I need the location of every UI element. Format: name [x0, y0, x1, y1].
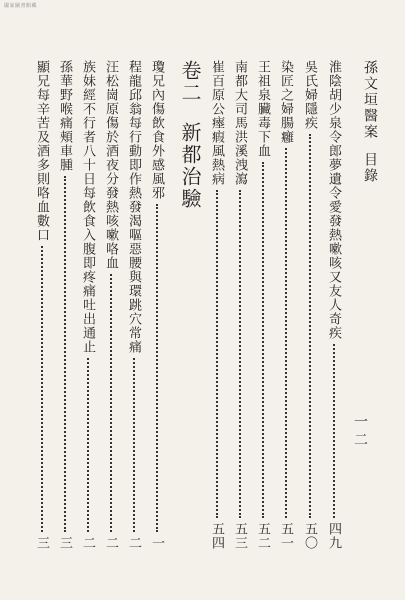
toc-entry[interactable]	[256, 60, 269, 550]
toc-entry-title: 顯兄每辛苦及酒多則咯血數口	[34, 60, 49, 242]
toc-entry[interactable]	[127, 60, 140, 550]
toc-entry-title: 王祖泉臟毒下血	[255, 60, 270, 158]
toc-entry[interactable]	[104, 60, 117, 550]
leader-dots	[156, 204, 158, 532]
toc-entry[interactable]	[150, 60, 163, 550]
toc-entry[interactable]	[327, 60, 340, 550]
toc-entry-page: 五三	[232, 522, 247, 550]
toc-entry[interactable]	[35, 60, 48, 550]
toc-entry-page: 五〇	[302, 522, 317, 550]
toc-entry-title: 汪松崗原傷於酒夜分發熱咳嗽咯血	[103, 60, 118, 270]
leader-dots	[262, 162, 264, 518]
leader-dots	[133, 358, 135, 532]
library-stamp: 國家圖書館藏	[4, 3, 38, 9]
toc-entry-page: 五四	[209, 522, 224, 550]
volume-heading	[176, 60, 205, 210]
leader-dots	[239, 190, 241, 518]
toc-entry-page: 二	[126, 536, 141, 550]
toc-entry[interactable]	[58, 60, 71, 550]
toc-entry-page: 一	[149, 536, 164, 550]
toc-entry[interactable]	[233, 60, 246, 550]
leader-dots	[285, 148, 287, 518]
toc-entry-title: 崔百原公瘞瘕風熱病	[209, 60, 224, 186]
toc-entry[interactable]	[210, 60, 223, 550]
toc-entry-page: 二	[103, 536, 118, 550]
toc-entry[interactable]	[81, 60, 94, 550]
leader-dots	[64, 176, 66, 532]
running-header	[360, 60, 380, 184]
toc-entry-page: 三	[34, 536, 49, 550]
leader-dots	[333, 344, 335, 518]
leader-dots	[87, 358, 89, 532]
toc-entry-title: 瓊兄內傷飲食外感風邪	[149, 60, 164, 200]
toc-entry-title: 孫華野喉痛頰車腫	[57, 60, 72, 172]
toc-entry[interactable]	[279, 60, 292, 550]
page-number: 一二	[352, 414, 368, 450]
leader-dots	[309, 134, 311, 518]
toc-entry-title: 族妹經不行者八十日每飲食入腹即疼痛吐出通止	[80, 60, 95, 354]
toc-entry-page: 二	[80, 536, 95, 550]
toc-entry-title: 淮陰胡少泉令郎夢遺令愛發熱嗽咳又友人奇疾	[326, 60, 341, 340]
volume-section-title: 新都治驗	[178, 122, 202, 210]
toc-entry-title: 程龍邱翁每行動即作熱發渴嘔惡腰與環跳穴常痛	[126, 60, 141, 354]
toc-entry[interactable]	[303, 60, 316, 550]
volume-label: 卷二	[178, 60, 202, 104]
toc-entry-title: 染匠之婦腸癰	[278, 60, 293, 144]
section-label: 目錄	[362, 152, 378, 184]
toc-entry-page: 三	[57, 536, 72, 550]
leader-dots	[41, 246, 43, 532]
toc-entry-page: 五二	[255, 522, 270, 550]
toc-entry-title: 吳氏婦隱疾	[302, 60, 317, 130]
toc-entry-title: 南都大司馬洪溪洩瀉	[232, 60, 247, 186]
leader-dots	[110, 274, 112, 532]
toc-entry-page: 四九	[326, 522, 341, 550]
book-title: 孫文垣醫案	[362, 60, 378, 140]
leader-dots	[216, 190, 218, 518]
toc-entry-page: 五一	[278, 522, 293, 550]
